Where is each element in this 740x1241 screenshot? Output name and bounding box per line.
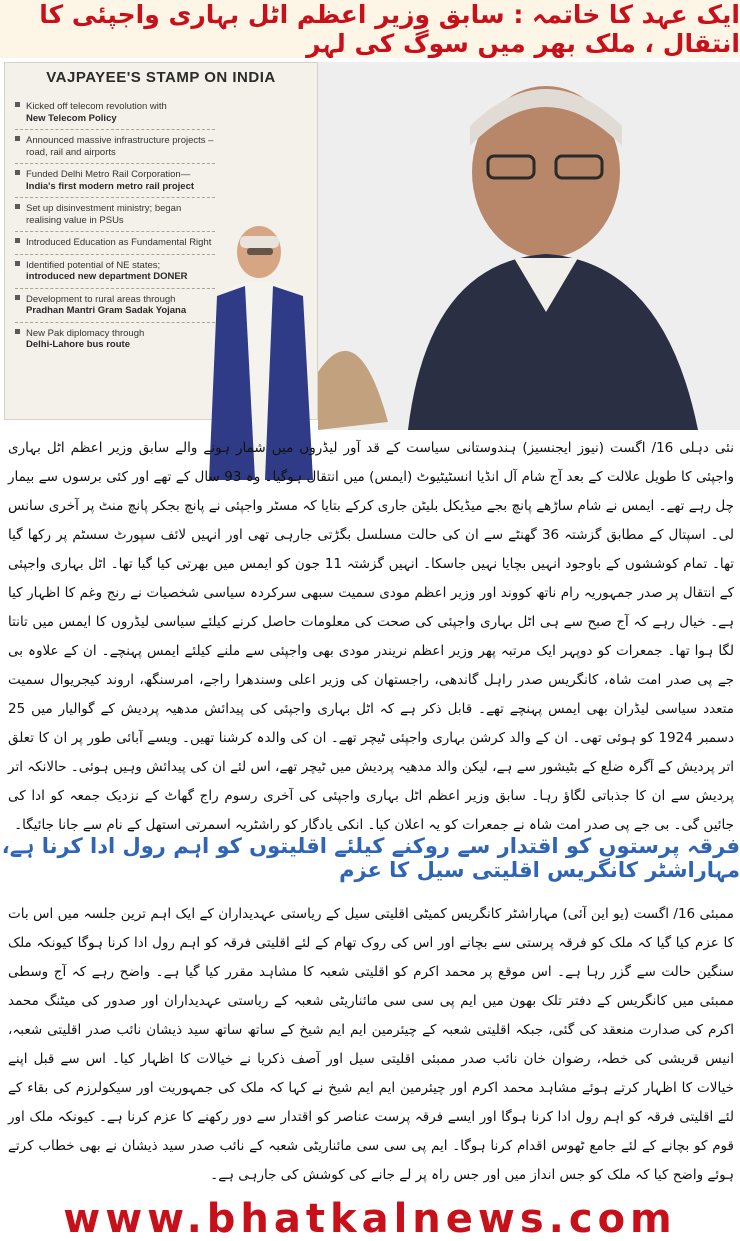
footer-banner	[0, 1196, 740, 1241]
infobox-item: Identified potential of NE states; introduced new department DONER	[15, 260, 215, 283]
infobox-item: Funded Delhi Metro Rail Corporation— India's first modern metro rail project	[15, 169, 215, 192]
bullet-icon	[15, 136, 20, 141]
infobox-divider	[15, 288, 215, 289]
infobox-divider	[15, 129, 215, 130]
article-main	[8, 434, 735, 833]
subhead-banner	[0, 822, 740, 894]
bullet-icon	[15, 295, 20, 300]
infobox-item: New Pak diplomacy through Delhi-Lahore bus route	[15, 328, 215, 351]
infobox-item: Development to rural areas through Pradhan Mantri Gram Sadak Yojana	[15, 294, 215, 317]
infobox-divider	[15, 163, 215, 164]
infobox-title: VAJPAYEE'S STAMP ON INDIA	[46, 69, 276, 86]
infobox-list	[15, 101, 215, 351]
infobox-divider	[15, 197, 215, 198]
bullet-icon	[15, 102, 20, 107]
bullet-icon	[15, 238, 20, 243]
infobox-item: Set up disinvestment ministry; began realising value in PSUs	[15, 203, 215, 226]
bullet-icon	[15, 204, 20, 209]
article-second	[8, 900, 734, 1196]
hair-shape	[240, 236, 279, 248]
subhead-text: فرقہ پرستوں کو اقتدار سے روکنے کیلئے اقلیتوں کو اہم رول ادا کرنا ہے، مہاراشٹر کانگریس اقلیتی سیل کا عزم	[1, 834, 740, 882]
infobox-divider	[15, 231, 215, 232]
infobox-item: Announced massive infrastructure projects – road, rail and airports	[15, 135, 215, 158]
infobox-item: Introduced Education as Fundamental Right	[15, 237, 215, 249]
footer-url[interactable]: www.bhatkalnews.com	[63, 1195, 677, 1241]
article-second-paragraph: ممبئی 16/ اگست (یو این آئی) مہاراشٹر کانگریس کمیٹی اقلیتی سیل کے ریاستی عہدیداران کے ایک اہم ترین جلسہ میں اس بات کا عزم کیا گیا کہ ملک کو فرقہ پرستی سے بچانے اور اس کی روک تھام کے لئے اقلیتی فرقہ کو اہم رول ادا کرنا ہوگا کیونکہ ملک سنگین حالت سے گزر رہا ہے۔ اس موقع پر محمد اکرم کو اقلیتی شعبہ کا مشاہد مقرر کیا گیا ہے۔ واضح رہے کہ آج وسطی ممبئی میں کانگریس کے دفتر تلک بھون میں ایم پی سی سی مائناریٹی شعبہ کے ریاستی عہدیداران اور صدور کی میٹنگ محمد اکرم کی صدارت منعقد کی گئی، جبکہ اقلیتی شعبہ کے چیئرمین ایم ایم شیخ کے ساتھ ساتھ سید ذیشان نائب صدر اقلیتی شعبہ، انیس قریشی کی خطہ، رضوان خان نائب صدر ممبئی اقلیتی سیل اور آصف ذکریا نے خیالات کا اظہار کیا۔ اس سے قبل اپنے خیالات کا اظہار کرتے ہوئے مشاہد محمد اکرم اور چیئرمین ایم ایم شیخ نے کہا کہ ملک کی جمہوریت اور سیکولرزم کی بقاء کے لئے اقلیتی فرقہ کو اہم رول ادا کرنا ہوگا اور ایسے فرقہ پرست عناصر کو اقتدار سے دور رکھنے کا عزم کرنا ہے۔ کیونکہ ملک اور قوم کو بچانے کے لئے جامع ٹھوس اقدام کرنا ہوگا۔ ایم پی سی سی مائناریٹی شعبہ کے نائب صدر سید ذیشان نے بھی خطاب کرتے ہوئے واضح کیا کہ ملک کو جس انداز میں اور جس راہ پر لے جانے کی کوشش کی جارہی ہے۔	[8, 906, 734, 1183]
bullet-icon	[15, 170, 20, 175]
headline-text: ایک عہد کا خاتمہ : سابق وزیر اعظم اٹل بہاری واجپئی کا انتقال ، ملک بھر میں سوگ کی لہر	[39, 0, 740, 58]
headline-banner	[0, 0, 740, 58]
bullet-icon	[15, 329, 20, 334]
large-portrait-photo	[318, 62, 740, 430]
article-main-paragraph: نئی دہلی 16/ اگست (نیوز ایجنسیز) ہندوستانی سیاست کے قد آور لیڈروں میں شمار ہونے والے سابق وزیر اعظم اٹل بہاری واجپئی کا طویل علالت کے بعد آج شام آل انڈیا انسٹیٹیوٹ (ایمس) میں انتقال ہوگیا۔ وہ 93 سال کے تھے اور کئی برسوں سے بیمار چل رہے تھے۔ ایمس نے شام ساڑھے پانچ بجے میڈیکل بلیٹن جاری کرکے بتایا کہ مسٹر واجپئی نے پانچ بجکر پانچ منٹ پر آخری سانس لی۔ اسپتال کے مطابق گزشتہ 36 گھنٹے سے ان کی حالت مسلسل بگڑتی جارہی تھی اور انہیں لائف سپورٹ سسٹم پر رکھا گیا تھا۔ تمام کوششوں کے باوجود انہیں بچایا نہیں جاسکا۔ انہیں گزشتہ 11 جون کو ایمس میں بھرتی کیا گیا تھا۔ اٹل بہاری واجپئی کے انتقال پر صدر جمہوریہ رام ناتھ کووند اور وزیر اعظم مودی سمیت سبھی سرکردہ سیاسی شخصیات نے رنج وغم کا اظہار کیا ہے۔ خیال رہے کہ آج صبح سے ہی اٹل بہاری واجپئی کی صحت کی معلومات حاصل کرنے کیلئے سیاسی لیڈروں کا ایمس میں تانتا لگا ہوا تھا۔ جمعرات کو دوپہر ایک مرتبہ پھر وزیر اعظم نریندر مودی بھی واجپئی سے ملنے کیلئے ایمس پہنچے۔ ان کے علاوہ بی جے پی صدر امت شاہ، کانگریس صدر راہل گاندھی، راجستھان کی وزیر اعلی وسندھرا راجے، امرسنگھ، اروند کیجریوال سمیت متعدد سیاسی لیڈران بھی ایمس پہنچے تھے۔ قابل ذکر ہے کہ اٹل بہاری واجپئی کی پیدائش مدھیہ پردیش کے گوالیار میں 25 دسمبر 1924 کو ہوئی تھی۔ ان کے والد کرشن بہاری واجپئی ٹیچر تھے۔ ان کی والدہ کرشنا تھیں۔ ویسے آبائی طور پر ان کا تعلق اتر پردیش کے آگرہ ضلع کے بٹیشور سے ہے، لیکن والد مدھیہ پردیش میں ٹیچر تھے، اس لئے ان کی پیدائش وہیں ہوئی۔ حالانکہ اتر پردیش سے ان کا جذباتی لگاؤ رہا۔ سابق وزیر اعظم اٹل بہاری واجپئی کی آخری رسوم راج گھاٹ کے نزدیک جمعہ کو ادا کی جائیں گی۔ بی جے پی صدر امت شاہ نے جمعرات کو یہ اعلان کیا۔ انکی یادگار کو راشٹریہ اسمرتی استھل کے نام سے جانا جائیگا۔	[8, 440, 735, 833]
infobox-divider	[15, 322, 215, 323]
bullet-icon	[15, 261, 20, 266]
infobox-item: Kicked off telecom revolution with New Telecom Policy	[15, 101, 215, 124]
infobox-divider	[15, 254, 215, 255]
infobox	[4, 62, 318, 420]
spectacles-shape	[247, 248, 273, 255]
